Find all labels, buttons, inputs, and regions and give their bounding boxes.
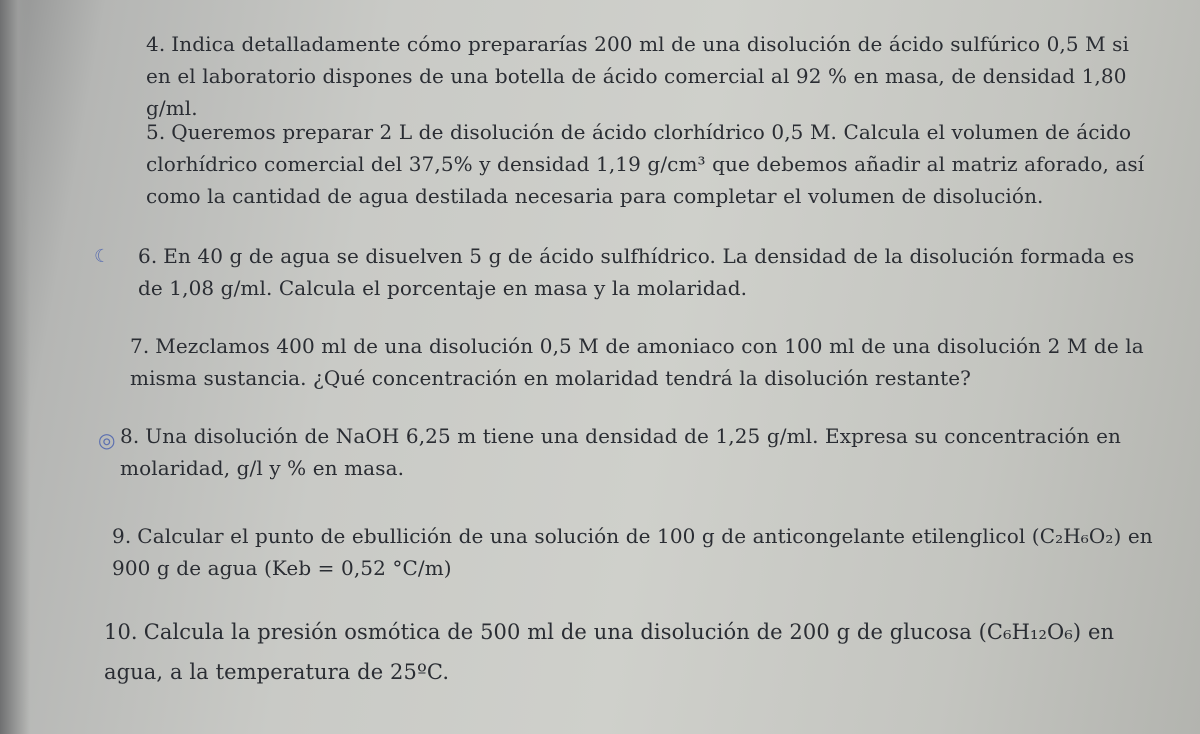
problem-number: 10. [104, 620, 138, 644]
problem-text: Indica detalladamente cómo prepararías 200 ml de una disolución de ácido sulfúrico 0,5 M si en el laboratorio dispones de una botella de ácido comercial al 92 % en masa, de densidad 1,80 g/ml. [146, 32, 1130, 120]
problem-10 [104, 612, 1169, 692]
problem-text: Mezclamos 400 ml de una disolución 0,5 M de amoniaco con 100 ml de una disolución 2 M de la misma sustancia. ¿Qué concentración en molaridad tendrá la disolución restante? [130, 334, 1144, 390]
pen-circle-mark-icon: ◎ [98, 428, 116, 452]
problem-8 [120, 420, 1165, 484]
problem-text: Una disolución de NaOH 6,25 m tiene una densidad de 1,25 g/ml. Expresa su concentración en molaridad, g/l y % en masa. [120, 424, 1122, 480]
problem-9 [112, 520, 1167, 584]
problem-7 [130, 330, 1160, 394]
problem-number: 6. [138, 244, 158, 268]
problem-6 [138, 240, 1158, 304]
problem-number: 7. [130, 334, 150, 358]
problem-5 [146, 116, 1156, 212]
problem-number: 4. [146, 32, 166, 56]
problem-text: En 40 g de agua se disuelven 5 g de ácido sulfhídrico. La densidad de la disolución formada es de 1,08 g/ml. Calcula el porcentaje en masa y la molaridad. [138, 244, 1135, 300]
page-shadow-edge [0, 0, 30, 734]
problem-4 [146, 28, 1156, 124]
pen-mark-icon: ☾ [94, 246, 111, 267]
problem-number: 9. [112, 524, 132, 548]
problem-text: Queremos preparar 2 L de disolución de ácido clorhídrico 0,5 M. Calcula el volumen de ácido clorhídrico comercial del 37,5% y densidad 1,19 g/cm³ que debemos añadir al matriz aforado, así como la cantidad de agua destilada necesaria para completar el volumen de disolución. [146, 120, 1145, 208]
problem-number: 5. [146, 120, 166, 144]
problem-number: 8. [120, 424, 140, 448]
problem-text: Calcula la presión osmótica de 500 ml de una disolución de 200 g de glucosa (C₆H₁₂O₆) en agua, a la temperatura de 25ºC. [104, 620, 1115, 684]
problem-text: Calcular el punto de ebullición de una solución de 100 g de anticongelante etilenglicol (C₂H₆O₂) en 900 g de agua (Keb = 0,52 °C/m) [112, 524, 1153, 580]
